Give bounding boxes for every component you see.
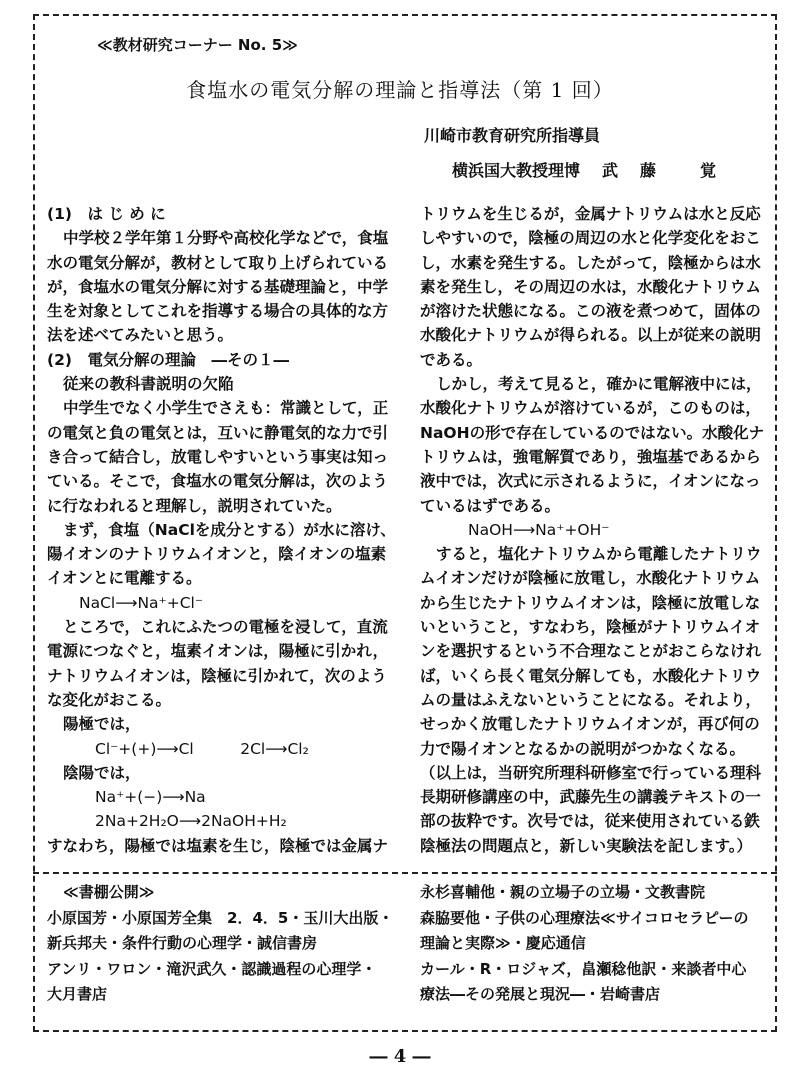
- text-line: 生を対象としてこれを指導する場合の具体的な方: [47, 302, 389, 321]
- text-line: 長期研修講座の中，武藤先生の講義テキストの一: [420, 788, 761, 807]
- author-position: 川崎市教育研究所指導員: [424, 126, 601, 145]
- text-line: 液中では，次式に示されるように，イオンになっ: [420, 472, 761, 491]
- author-name-char: 武: [602, 161, 619, 180]
- book-entry: カール・R・ロジャズ，畠瀬稔他訳・来談者中心: [420, 959, 747, 978]
- text-line: 力で陽イオンとなるかの説明がつかなくなる。: [420, 739, 746, 758]
- book-entry: 理論と実際≫・慶応通信: [420, 934, 586, 952]
- text-line: ナトリウムイオンは，陰極に引かれて，次のよう: [47, 666, 387, 685]
- text-line: ば，いくら長く電気分解しても，水酸化ナトリウ: [420, 666, 762, 685]
- chemical-equation: Na⁺+(−)⟶Na: [95, 788, 206, 807]
- text-line: に行なわれると理解し，説明されていた。: [47, 496, 342, 515]
- text-line: から生じたナトリウムイオンは，陰極に放電しな: [420, 593, 761, 612]
- text-line: 水の電気分解が，教材として取り上げられている: [47, 253, 389, 272]
- text-line: すなわち，陽極では塩素を生じ，陰極では金属ナ: [47, 836, 389, 855]
- series-label: ≪教材研究コーナー No. 5≫: [97, 36, 298, 54]
- text-line: ムイオンだけが陰極に放電し，水酸化ナトリウム: [420, 569, 761, 588]
- right-column: [420, 202, 770, 858]
- text-line: き合って結合し，放電しやすいという事実は知っ: [47, 447, 389, 466]
- text-line: 素を発生し，その周辺の水は，水酸化ナトリウム: [420, 277, 761, 296]
- author-name-char: 覚: [700, 161, 717, 180]
- book-entry: アンリ・ワロン・滝沢武久・認識過程の心理学・: [47, 959, 377, 978]
- book-entry: 永杉喜輔他・親の立場子の立場・文教書院: [420, 883, 706, 901]
- text-line: が溶けた状態になる。この液を煮つめて，固体の: [420, 302, 761, 321]
- text-line: 水酸化ナトリウムが得られる。以上が従来の説明: [420, 326, 761, 345]
- bookshelf-right: [420, 880, 748, 1008]
- text-line: いということ，すなわち，陰極がナトリウムイオ: [420, 618, 761, 637]
- text-line: 中学生でなく小学生でさえも：常識として，正: [63, 399, 389, 418]
- text-line: 法を述べてみたいと思う。: [47, 326, 234, 345]
- section-divider: [33, 872, 777, 874]
- text-line: 陽極では，: [63, 715, 141, 734]
- text-line: ンを選択するという不合理なことがおこらなけれ: [420, 642, 762, 661]
- bookshelf-heading: ≪書棚公開≫: [63, 883, 155, 901]
- article-title: 食塩水の電気分解の理論と指導法（第 1 回）: [186, 78, 614, 102]
- text-line: である。: [420, 350, 483, 369]
- bookshelf-left: [47, 880, 393, 1008]
- text-line: 部の抜粋です。次号では，従来使用されている鉄: [420, 812, 760, 831]
- text-line: せっかく放電したナトリウムイオンが，再び何の: [420, 715, 760, 734]
- book-entry: 療法―その発展と現況―・岩崎書店: [420, 985, 661, 1003]
- text-line: 水酸化ナトリウムが溶けているが，このものは，: [420, 399, 761, 418]
- text-line: イオンとに電離する。: [47, 569, 202, 588]
- left-column: [47, 202, 397, 858]
- text-line: すると，塩化ナトリウムから電離したナトリウ: [436, 545, 762, 564]
- author-name-char: 藤: [640, 161, 657, 180]
- text-line: 陽イオンのナトリウムイオンと，陰イオンの塩素: [47, 545, 387, 564]
- book-entry: 大月書店: [47, 985, 108, 1003]
- chemical-equation: NaOH⟶Na⁺+OH⁻: [468, 520, 610, 539]
- text-line: し，水素を発生する。したがって，陰極からは水: [420, 253, 761, 272]
- text-line: しやすいので，陰極の周辺の水と化学変化をおこ: [420, 229, 761, 248]
- text-line: しかし，考えて見ると，確かに電解液中には，: [436, 375, 762, 394]
- author-affiliation: 横浜国大教授理博: [452, 161, 581, 180]
- text-line: まず，食塩（NaClを成分とする）が水に溶け、: [63, 520, 396, 539]
- text-line: の電気と負の電気とは，互いに静電気的な力で引: [47, 423, 389, 442]
- author-name-line: [452, 158, 716, 181]
- text-line: 陰陽では，: [63, 763, 141, 782]
- text-line: 陰極法の問題点と，新しい実験法を記します。）: [420, 836, 753, 855]
- text-line: 中学校２学年第１分野や高校化学などで，食塩: [63, 229, 389, 248]
- text-line: ているはずである。: [420, 496, 560, 515]
- text-line: な変化がおこる。: [47, 690, 172, 709]
- text-line: トリウムを生じるが，金属ナトリウムは水と反応: [420, 205, 761, 223]
- chemical-equation: NaCl⟶Na⁺+Cl⁻: [79, 593, 204, 612]
- text-line: ている。そこで，食塩水の電気分解は，次のよう: [47, 472, 388, 491]
- book-entry: 小原国芳・小原国芳全集 2．4．5・玉川大出版・: [47, 908, 394, 927]
- book-entry: 森脇要他・子供の心理療法≪サイコロセラピーの: [420, 908, 749, 927]
- text-line: 電源につなぐと，塩素イオンは，陽極に引かれ，: [47, 642, 389, 661]
- chemical-equation: Cl⁻+(+)⟶Cl 2Cl⟶Cl₂: [95, 739, 309, 758]
- section-heading: (1) は じ め に: [47, 205, 166, 223]
- text-line: NaOHの形で存在しているのではない。水酸化ナ: [420, 423, 765, 442]
- text-line: ところで，これにふたつの電極を浸して，直流: [63, 618, 388, 637]
- book-entry: 新兵邦夫・条件行動の心理学・誠信書房: [47, 934, 318, 952]
- text-line: ムの量はふえないということになる。それより，: [420, 690, 762, 709]
- subheading: 従来の教科書説明の欠陥: [63, 375, 234, 394]
- text-line: が，食塩水の電気分解に対する基礎理論と，中学: [47, 277, 389, 296]
- section-heading: (2) 電気分解の理論 ―その１―: [47, 350, 289, 369]
- text-line: トリウムは，強電解質であり，強塩基であるから: [420, 447, 761, 466]
- text-line: （以上は，当研究所理科研修室で行っている理科: [420, 763, 762, 782]
- page-number: ― 4 ―: [369, 1046, 431, 1067]
- chemical-equation: 2Na+2H₂O⟶2NaOH+H₂: [95, 812, 287, 831]
